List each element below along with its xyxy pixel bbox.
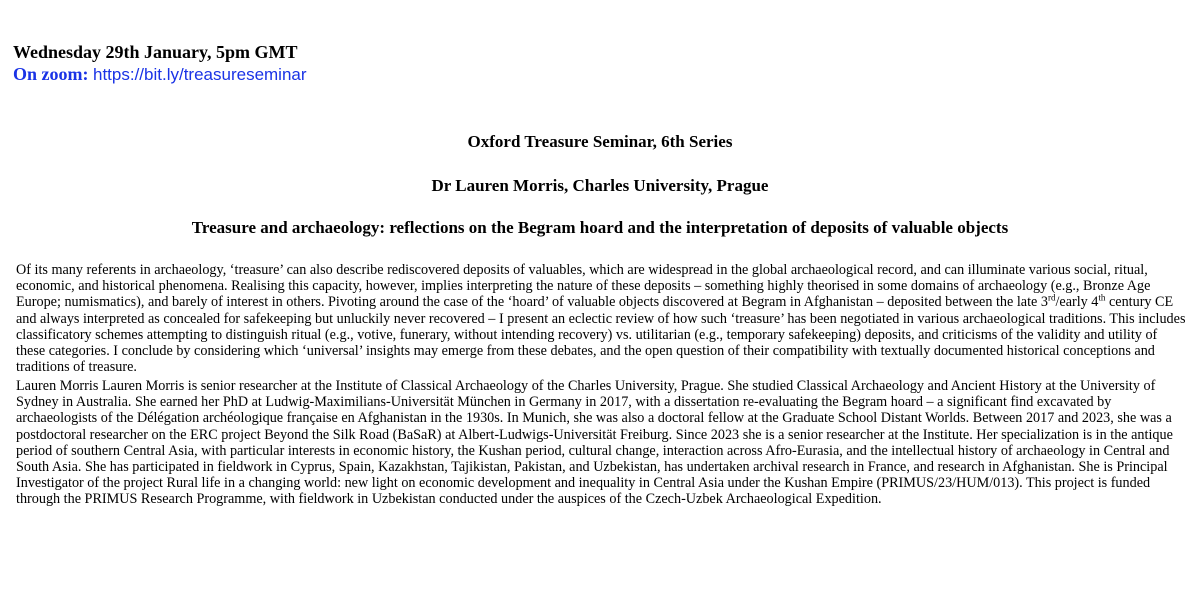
series-title: Oxford Treasure Seminar, 6th Series [467,132,733,151]
zoom-line [13,63,307,86]
bio-paragraph: Lauren Morris Lauren Morris is senior researcher at the Institute of Classical Archaeology of the Charles University, Prague. She studied Classical Archaeology and Ancient History at the University of Sydney in Australia. She earned her PhD at Ludwig-Maximilians-Universität München in Germany in 2017, with a dissertation re-evaluating the Begram hoard – a significant find excavated by archaeologists of the Délégation archéologique française en Afghanistan in the 1930s. In Munich, she was also a doctoral fellow at the Graduate School Distant Worlds. Between 2017 and 2023, she was a postdoctoral researcher on the ERC project Beyond the Silk Road (BaSaR) at Albert-Ludwigs-Universität Freiburg. Since 2023 she is a senior researcher at the Institute. Her specialization is in the antique period of southern Central Asia, with particular interests in economic history, the Kushan period, cultural change, interaction across Afro-Eurasia, and the intellectual history of archaeology in Central and South Asia. She has participated in fieldwork in Cyprus, Spain, Kazakhstan, Tajikistan, Pakistan, and Uzbekistan, has undertaken archival research in France, and research in Afghanistan. She is Principal Investigator of the project Rural life in a changing world: new light on economic development and inequality in Central Asia under the Kushan Empire (PRIMUS/23/HUM/013). This project is funded through the PRIMUS Research Programme, with fieldwork in Uzbekistan conducted under the auspices of the Czech-Uzbek Archaeological Expedition. [16,378,1173,508]
abstract-text-1: Of its many referents in archaeology, ‘treasure’ can also describe rediscovered deposits of valuables, which are widespread in the global archaeological record, and can illuminate various social, ritual, economic, and historical phenomena. Realising this capacity, however, implies interpreting the nature of these deposits – something highly theorised in some domains of archaeology (e.g., Bronze Age Europe; numismatics), and barely of interest in others. Pivoting around the case of the ‘hoard’ of valuable objects discovered at Begram in Afghanistan – deposited between the late 3 [16,262,1151,311]
zoom-link[interactable]: https://bit.ly/treasureseminar [93,65,307,84]
event-date: Wednesday 29th January, 5pm GMT [13,42,298,62]
abstract-sup-th: th [1098,292,1106,303]
abstract-text-2: /early 4 [1055,294,1099,311]
abstract-sup-rd: rd [1047,292,1056,303]
abstract-paragraph [16,262,1188,375]
speaker-line: Dr Lauren Morris, Charles University, Prague [431,176,769,195]
abstract-text-3: century CE and always interpreted as concealed for safekeeping but unluckily never recovered – I present an eclectic review of how such ‘treasure’ has been negotiated in various archaeological traditions. This includes classificatory schemes attempting to distinguish ritual (e.g., votive, funerary, without intending recovery) vs. utilitarian (e.g., temporary safekeeping) deposits, and criticisms of the validity and utility of these categories. I conclude by considering which ‘universal’ insights may emerge from these debates, and the open question of their compatibility with textually documented historical conceptions and traditions of treasure. [16,294,1186,376]
zoom-label: On zoom: [13,64,89,84]
talk-title: Treasure and archaeology: reflections on the Begram hoard and the interpretation of deposits of valuable objects [191,218,1009,237]
event-header [13,41,307,86]
